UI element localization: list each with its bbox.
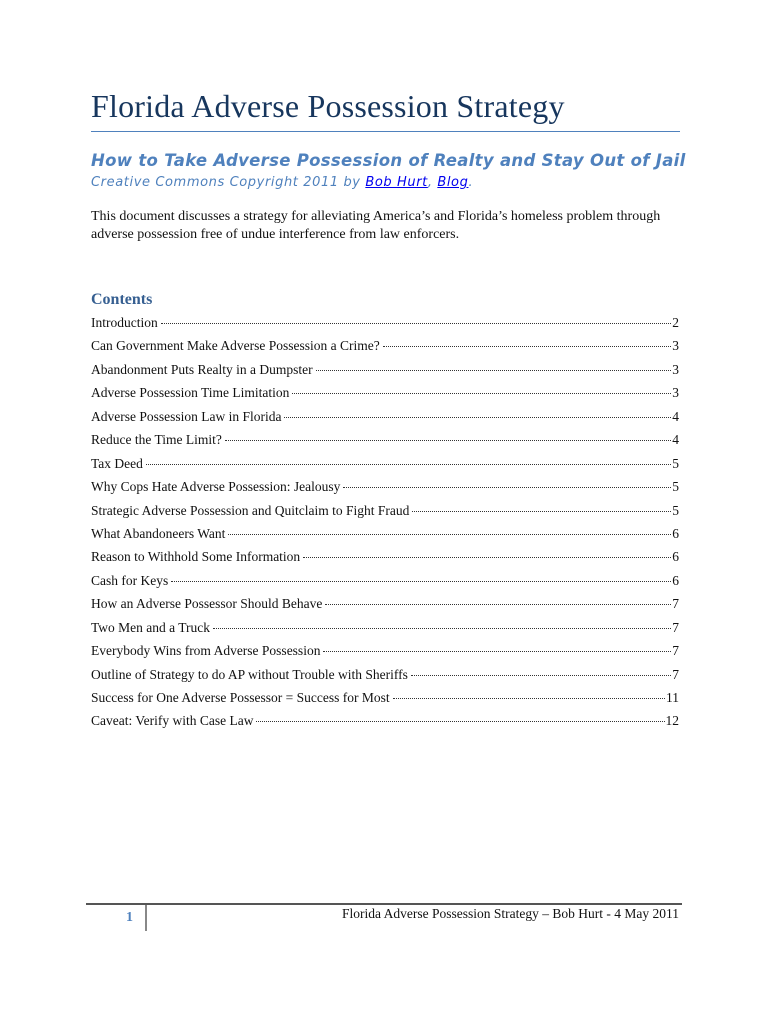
- toc-leader-dots: [393, 698, 665, 699]
- document-title: Florida Adverse Possession Strategy: [91, 88, 565, 124]
- toc-entry-title: Adverse Possession Law in Florida: [91, 408, 282, 424]
- toc-entry-page: 5: [672, 502, 679, 518]
- toc-leader-dots: [161, 323, 672, 324]
- footer-rule: [86, 903, 682, 905]
- toc-entry-page: 7: [672, 643, 679, 659]
- toc-entry[interactable]: [91, 359, 679, 382]
- toc-entry-page: 7: [672, 596, 679, 612]
- toc-entry[interactable]: [91, 617, 679, 640]
- toc-entry-title: Everybody Wins from Adverse Possession: [91, 643, 321, 659]
- toc-leader-dots: [256, 721, 664, 722]
- toc-leader-dots: [213, 628, 671, 629]
- toc-entry[interactable]: [91, 687, 679, 710]
- toc-entry-page: 12: [665, 713, 679, 729]
- toc-entry[interactable]: [91, 593, 679, 616]
- toc-entry[interactable]: [91, 406, 679, 429]
- toc-leader-dots: [383, 346, 672, 347]
- toc-leader-dots: [411, 675, 671, 676]
- toc-entry-title: Tax Deed: [91, 455, 143, 471]
- toc-leader-dots: [323, 651, 671, 652]
- table-of-contents: [91, 312, 679, 734]
- toc-entry[interactable]: [91, 429, 679, 452]
- copyright-period: .: [468, 175, 474, 190]
- toc-entry[interactable]: [91, 523, 679, 546]
- toc-entry-title: Outline of Strategy to do AP without Trouble with Sheriffs: [91, 666, 408, 682]
- toc-entry-page: 3: [672, 361, 679, 377]
- author-link[interactable]: Bob Hurt: [365, 175, 428, 190]
- toc-entry[interactable]: [91, 476, 679, 499]
- toc-entry-title: Introduction: [91, 315, 158, 330]
- blog-link[interactable]: Blog: [437, 175, 469, 190]
- toc-entry-page: 5: [672, 455, 679, 471]
- document-subtitle: How to Take Adverse Possession of Realty and Stay Out of Jail: [91, 151, 686, 170]
- toc-entry-title: Reduce the Time Limit?: [91, 432, 222, 448]
- toc-leader-dots: [228, 534, 671, 535]
- toc-entry-page: 2: [672, 315, 679, 330]
- toc-entry-title: Why Cops Hate Adverse Possession: Jealousy: [91, 479, 341, 495]
- toc-entry[interactable]: [91, 382, 679, 405]
- toc-entry[interactable]: [91, 664, 679, 687]
- toc-leader-dots: [325, 604, 671, 605]
- toc-entry-page: 4: [672, 432, 679, 448]
- toc-leader-dots: [316, 370, 672, 371]
- toc-entry-title: Reason to Withhold Some Information: [91, 549, 301, 565]
- toc-entry-title: Caveat: Verify with Case Law: [91, 713, 254, 729]
- footer-text: Florida Adverse Possession Strategy – Bob Hurt - 4 May 2011: [342, 906, 679, 921]
- toc-leader-dots: [171, 581, 671, 582]
- toc-entry-page: 7: [672, 619, 679, 635]
- toc-entry-page: 6: [672, 572, 679, 588]
- toc-leader-dots: [303, 557, 671, 558]
- toc-leader-dots: [284, 417, 671, 418]
- toc-entry-title: Success for One Adverse Possessor = Success for Most: [91, 690, 390, 705]
- toc-entry[interactable]: [91, 546, 679, 569]
- toc-leader-dots: [292, 393, 671, 394]
- copyright-line: [91, 175, 473, 190]
- toc-entry-page: 11: [666, 690, 679, 705]
- toc-entry-title: Adverse Possession Time Limitation: [91, 385, 290, 401]
- toc-entry-title: What Abandoneers Want: [91, 525, 226, 541]
- toc-entry-title: Strategic Adverse Possession and Quitclaim to Fight Fraud: [91, 502, 410, 518]
- intro-paragraph: This document discusses a strategy for alleviating America’s and Florida’s homeless problem through adverse possession free of undue interference from law enforcers.: [91, 209, 661, 242]
- toc-entry[interactable]: [91, 570, 679, 593]
- toc-entry-page: 6: [672, 525, 679, 541]
- toc-entry-title: Cash for Keys: [91, 572, 169, 588]
- footer-divider: [145, 905, 147, 931]
- toc-entry-page: 5: [672, 479, 679, 495]
- toc-entry-title: Two Men and a Truck: [91, 619, 211, 635]
- toc-entry-page: 6: [672, 549, 679, 565]
- toc-entry-title: Can Government Make Adverse Possession a Crime?: [91, 338, 380, 354]
- toc-entry-page: 7: [672, 666, 679, 682]
- toc-leader-dots: [343, 487, 671, 488]
- page-number: 1: [126, 910, 133, 925]
- toc-entry[interactable]: [91, 500, 679, 523]
- toc-entry-page: 3: [672, 385, 679, 401]
- contents-heading: Contents: [91, 291, 153, 308]
- toc-entry[interactable]: [91, 312, 679, 335]
- toc-entry-page: 4: [672, 408, 679, 424]
- toc-leader-dots: [225, 440, 671, 441]
- toc-entry-title: How an Adverse Possessor Should Behave: [91, 596, 323, 612]
- toc-entry[interactable]: [91, 710, 679, 733]
- toc-entry[interactable]: [91, 640, 679, 663]
- toc-entry-page: 3: [672, 338, 679, 354]
- copyright-text: Creative Commons Copyright 2011 by: [91, 175, 366, 190]
- copyright-separator: ,: [427, 175, 438, 190]
- toc-leader-dots: [412, 511, 671, 512]
- toc-entry[interactable]: [91, 335, 679, 358]
- toc-leader-dots: [146, 464, 671, 465]
- toc-entry-title: Abandonment Puts Realty in a Dumpster: [91, 361, 313, 377]
- toc-entry[interactable]: [91, 453, 679, 476]
- title-underline: [91, 131, 680, 132]
